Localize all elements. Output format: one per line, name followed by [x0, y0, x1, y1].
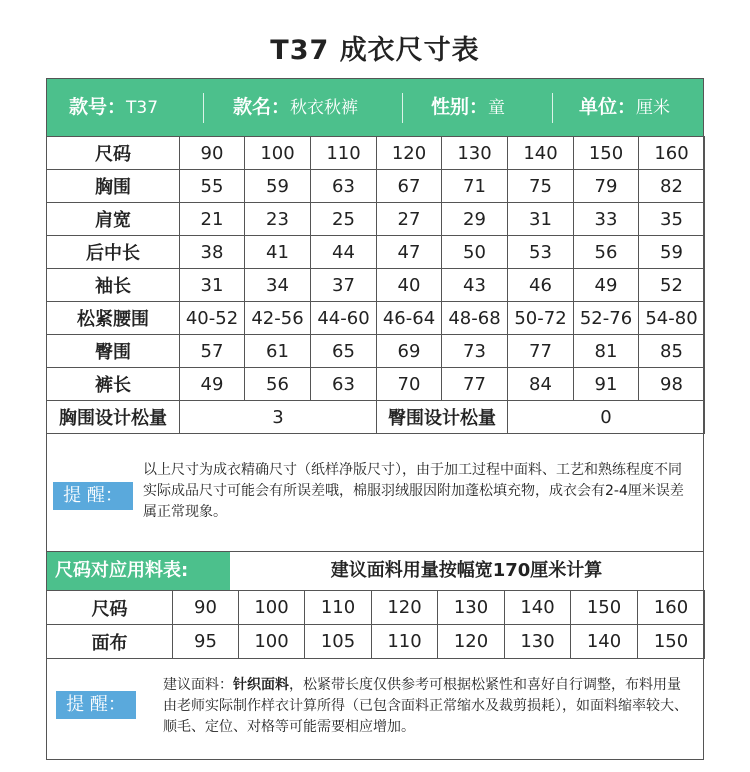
table-cell: 46 — [508, 269, 574, 302]
table-cell: 25 — [311, 203, 377, 236]
row-label: 后中长 — [47, 236, 180, 269]
table-cell: 79 — [574, 170, 639, 203]
table-cell: 50 — [442, 236, 508, 269]
table-cell: 55 — [180, 170, 245, 203]
table-row — [47, 302, 705, 335]
table-cell: 41 — [245, 236, 311, 269]
gender-label: 性别： — [431, 96, 489, 118]
table-cell: 77 — [508, 335, 574, 368]
table-cell: 130 — [442, 137, 508, 170]
fabric-reminder-text — [163, 675, 693, 738]
fabric-table — [46, 590, 705, 659]
table-row — [47, 335, 705, 368]
table-cell: 71 — [442, 170, 508, 203]
unit-value: 厘米 — [636, 98, 671, 118]
table-cell: 63 — [311, 170, 377, 203]
table-cell: 38 — [180, 236, 245, 269]
table-cell: 43 — [442, 269, 508, 302]
table-cell: 52-76 — [574, 302, 639, 335]
table-cell: 53 — [508, 236, 574, 269]
header-bar — [47, 79, 703, 136]
fabric-section-label: 尺码对应用料表: — [47, 552, 230, 590]
table-cell: 57 — [180, 335, 245, 368]
table-cell: 105 — [305, 625, 372, 659]
fabric-section-bar — [47, 551, 703, 591]
row-label: 胸围 — [47, 170, 180, 203]
style-no-value: T37 — [126, 98, 159, 118]
table-cell: 40 — [377, 269, 442, 302]
table-row — [47, 203, 705, 236]
fabric-reminder-note — [47, 659, 703, 759]
table-cell: 37 — [311, 269, 377, 302]
table-cell: 47 — [377, 236, 442, 269]
table-cell: 59 — [245, 170, 311, 203]
table-cell: 44 — [311, 236, 377, 269]
table-cell: 33 — [574, 203, 639, 236]
table-row — [47, 269, 705, 302]
table-cell: 82 — [639, 170, 705, 203]
table-cell: 31 — [180, 269, 245, 302]
row-label: 肩宽 — [47, 203, 180, 236]
table-cell: 23 — [245, 203, 311, 236]
table-cell: 110 — [311, 137, 377, 170]
unit — [579, 79, 670, 136]
table-cell: 90 — [180, 137, 245, 170]
table-cell: 50-72 — [508, 302, 574, 335]
page-title: T37 成衣尺寸表 — [270, 35, 480, 66]
table-cell: 110 — [372, 625, 438, 659]
table-cell: 91 — [574, 368, 639, 401]
hip-ease-label: 臀围设计松量 — [377, 401, 508, 434]
style-name-value: 秋衣秋裤 — [290, 98, 359, 118]
table-cell: 81 — [574, 335, 639, 368]
table-cell: 27 — [377, 203, 442, 236]
style-no — [69, 79, 158, 136]
table-cell: 59 — [639, 236, 705, 269]
table-cell: 100 — [245, 137, 311, 170]
table-cell: 31 — [508, 203, 574, 236]
gender-value: 童 — [488, 98, 506, 118]
table-cell: 85 — [639, 335, 705, 368]
table-cell: 48-68 — [442, 302, 508, 335]
row-label: 松紧腰围 — [47, 302, 180, 335]
table-cell: 49 — [574, 269, 639, 302]
table-cell: 69 — [377, 335, 442, 368]
fabric-section-title: 建议面料用量按幅宽170厘米计算 — [330, 560, 603, 581]
table-row — [47, 236, 705, 269]
table-cell: 63 — [311, 368, 377, 401]
row-label: 裤长 — [47, 368, 180, 401]
header-divider — [552, 93, 553, 123]
table-cell: 90 — [173, 591, 239, 625]
style-no-label: 款号： — [69, 96, 127, 118]
table-cell: 73 — [442, 335, 508, 368]
table-row — [47, 625, 705, 659]
table-cell: 42-56 — [245, 302, 311, 335]
table-cell: 100 — [239, 625, 305, 659]
table-cell: 70 — [377, 368, 442, 401]
table-cell: 140 — [505, 591, 571, 625]
reminder-note — [47, 444, 703, 551]
table-cell: 44-60 — [311, 302, 377, 335]
table-cell: 77 — [442, 368, 508, 401]
fabric-reminder-bold: 针织面料 — [233, 677, 289, 693]
header-divider — [402, 93, 403, 123]
table-cell: 160 — [639, 137, 705, 170]
table-cell: 56 — [574, 236, 639, 269]
chest-ease-value: 3 — [180, 401, 377, 434]
table-cell: 65 — [311, 335, 377, 368]
ease-row — [47, 401, 705, 434]
row-label: 面布 — [47, 625, 173, 659]
size-table — [46, 136, 705, 434]
table-cell: 35 — [639, 203, 705, 236]
table-cell: 150 — [571, 591, 638, 625]
fabric-reminder-body: ，松紧带长度仅供参考可根据松紧性和喜好自行调整，布料用量由老师实际制作样衣计算所得（已包含面料正常缩水及裁剪损耗），如面料缩率较大、顺毛、定位、对格等可能需要相应增加。 — [163, 677, 688, 735]
table-cell: 95 — [173, 625, 239, 659]
size-chart-frame — [46, 78, 704, 760]
table-cell: 84 — [508, 368, 574, 401]
table-cell: 75 — [508, 170, 574, 203]
table-cell: 34 — [245, 269, 311, 302]
row-label: 尺码 — [47, 137, 180, 170]
table-cell: 140 — [571, 625, 638, 659]
style-name — [233, 79, 358, 136]
table-cell: 52 — [639, 269, 705, 302]
row-label: 袖长 — [47, 269, 180, 302]
chest-ease-label: 胸围设计松量 — [47, 401, 180, 434]
table-cell: 120 — [377, 137, 442, 170]
table-cell: 40-52 — [180, 302, 245, 335]
table-cell: 150 — [574, 137, 639, 170]
gender — [431, 79, 505, 136]
table-cell: 61 — [245, 335, 311, 368]
table-cell: 67 — [377, 170, 442, 203]
table-cell: 100 — [239, 591, 305, 625]
table-cell: 130 — [438, 591, 505, 625]
style-name-label: 款名： — [233, 96, 291, 118]
table-cell: 120 — [438, 625, 505, 659]
table-cell: 110 — [305, 591, 372, 625]
fabric-reminder-badge: 提 醒： — [56, 691, 136, 719]
header-divider — [203, 93, 204, 123]
table-cell: 130 — [505, 625, 571, 659]
table-cell: 21 — [180, 203, 245, 236]
table-cell: 98 — [639, 368, 705, 401]
table-cell: 150 — [638, 625, 705, 659]
table-cell: 49 — [180, 368, 245, 401]
table-row — [47, 137, 705, 170]
table-cell: 120 — [372, 591, 438, 625]
table-row — [47, 591, 705, 625]
table-cell: 54-80 — [639, 302, 705, 335]
table-cell: 29 — [442, 203, 508, 236]
unit-label: 单位： — [579, 96, 637, 118]
hip-ease-value: 0 — [508, 401, 705, 434]
reminder-badge: 提 醒： — [53, 482, 133, 510]
table-cell: 160 — [638, 591, 705, 625]
reminder-text: 以上尺寸为成衣精确尺寸（纸样净版尺寸），由于加工过程中面料、工艺和熟练程度不同实际成品尺寸可能会有所误差哦，棉服羽绒服因附加蓬松填充物，成衣会有2-4厘米误差属正常现象。 — [143, 462, 684, 520]
table-row — [47, 170, 705, 203]
table-row — [47, 368, 705, 401]
row-label: 臀围 — [47, 335, 180, 368]
table-cell: 140 — [508, 137, 574, 170]
table-cell: 46-64 — [377, 302, 442, 335]
row-label: 尺码 — [47, 591, 173, 625]
table-cell: 56 — [245, 368, 311, 401]
fabric-reminder-prefix: 建议面料： — [163, 677, 233, 693]
